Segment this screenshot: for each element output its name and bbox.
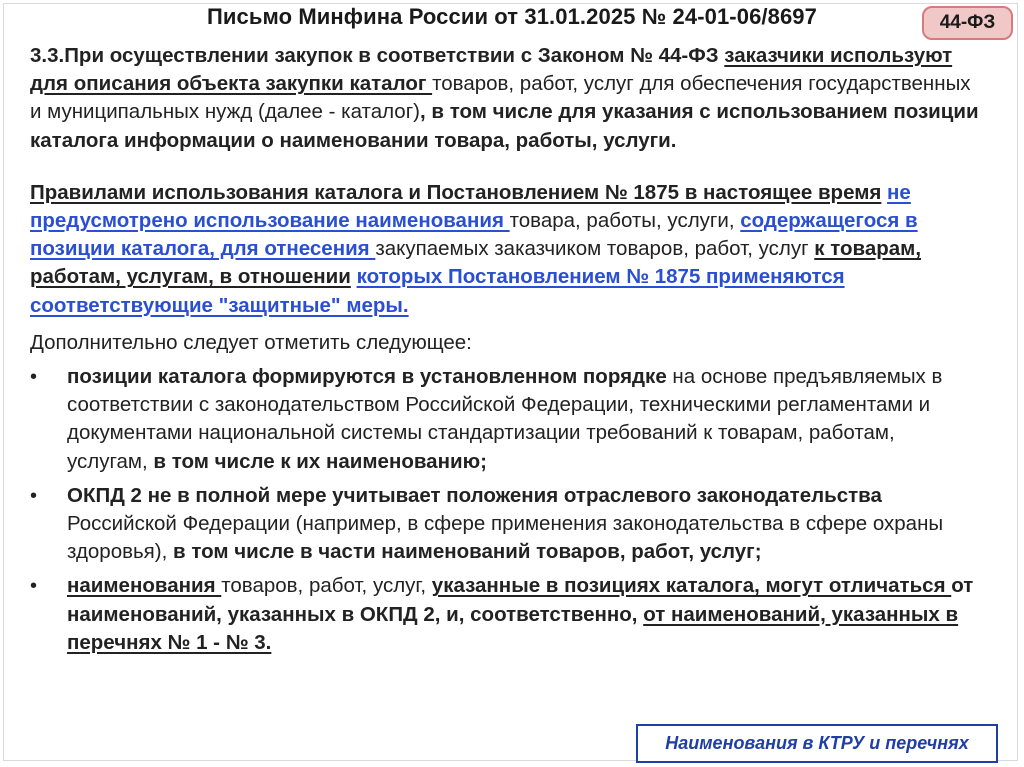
bullet1-lead: позиции каталога формируются в установленном порядке: [67, 365, 667, 389]
spacer: [30, 155, 980, 179]
para2-not-provided: не предусмотрено использование наименования: [30, 180, 911, 233]
spacer: [30, 320, 980, 329]
bullet3-names: наименования: [67, 574, 222, 598]
paragraph-3-3: [30, 42, 980, 155]
bullet1-body: на основе предъявляемых в соответствии с законодательством Российской Федерации, техническими регламентами и документами национальной системы стандартизации требований к товарам, работам, услугам,: [67, 365, 943, 473]
slide-body: [30, 42, 980, 657]
para2-relation: к товарам, работам, услугам, в отношении: [30, 237, 922, 289]
para2-rules: Правилами использования каталога и Постановлением № 1875 в настоящее время: [30, 180, 882, 204]
bullet-marker: •: [30, 366, 38, 389]
bullet3-may-differ: указанные в позициях каталога, могут отличаться: [431, 574, 952, 598]
bullet3-goods: товаров, работ, услуг,: [221, 574, 432, 598]
para1-catalog-def: товаров, работ, услуг для обеспечения государственных и муниципальных нужд (далее - каталог): [30, 72, 971, 124]
bullet-item: [30, 363, 980, 476]
bullet2-lead: ОКПД 2 не в полной мере учитывает положения отраслевого законодательства: [67, 483, 882, 507]
footer-caption: Наименования в КТРУ и перечнях: [636, 724, 998, 763]
para1-intro: 3.3.При осуществлении закупок в соответствии с Законом № 44-ФЗ: [30, 44, 725, 67]
bullet3-okpd: от наименований, указанных в ОКПД 2, и, соответственно,: [67, 574, 974, 626]
law-badge: 44-ФЗ: [922, 6, 1013, 40]
para2-goods: товара, работы, услуги,: [509, 209, 741, 233]
bullet-item: [30, 482, 980, 567]
page-title: Письмо Минфина России от 31.01.2025 № 24-01-06/8697: [207, 4, 817, 29]
para2-contained: содержащегося в позиции каталога, для отнесения: [30, 209, 918, 261]
para2-protective-measures: которых Постановлением № 1875 применяются соответствующие "защитные" меры.: [30, 265, 845, 317]
bullet1-tail: в том числе к их наименованию;: [153, 449, 487, 473]
bullet-marker: •: [30, 484, 38, 507]
para2-purchased: закупаемых заказчиком товаров, работ, услуг: [375, 237, 815, 261]
para1-tail: , в том числе для указания с использованием позиции каталога информации о наименовании товара, работы, услуги.: [30, 100, 979, 152]
bullet-list: [30, 363, 980, 657]
bullet2-tail: в том числе в части наименований товаров, работ, услуг;: [173, 540, 762, 564]
bullet3-lists: от наименований, указанных в перечнях № 1 - № 3.: [67, 602, 959, 654]
paragraph-additional: Дополнительно следует отметить следующее:: [30, 330, 472, 354]
bullet-item: [30, 572, 980, 657]
bullet-marker: •: [30, 575, 38, 598]
para1-key-phrase: заказчики используют для описания объекта закупки каталог: [30, 44, 953, 96]
paragraph-rules: [30, 179, 980, 320]
bullet2-body: Российской Федерации (например, в сфере применения законодательства в сфере охраны здоровья),: [67, 512, 944, 564]
